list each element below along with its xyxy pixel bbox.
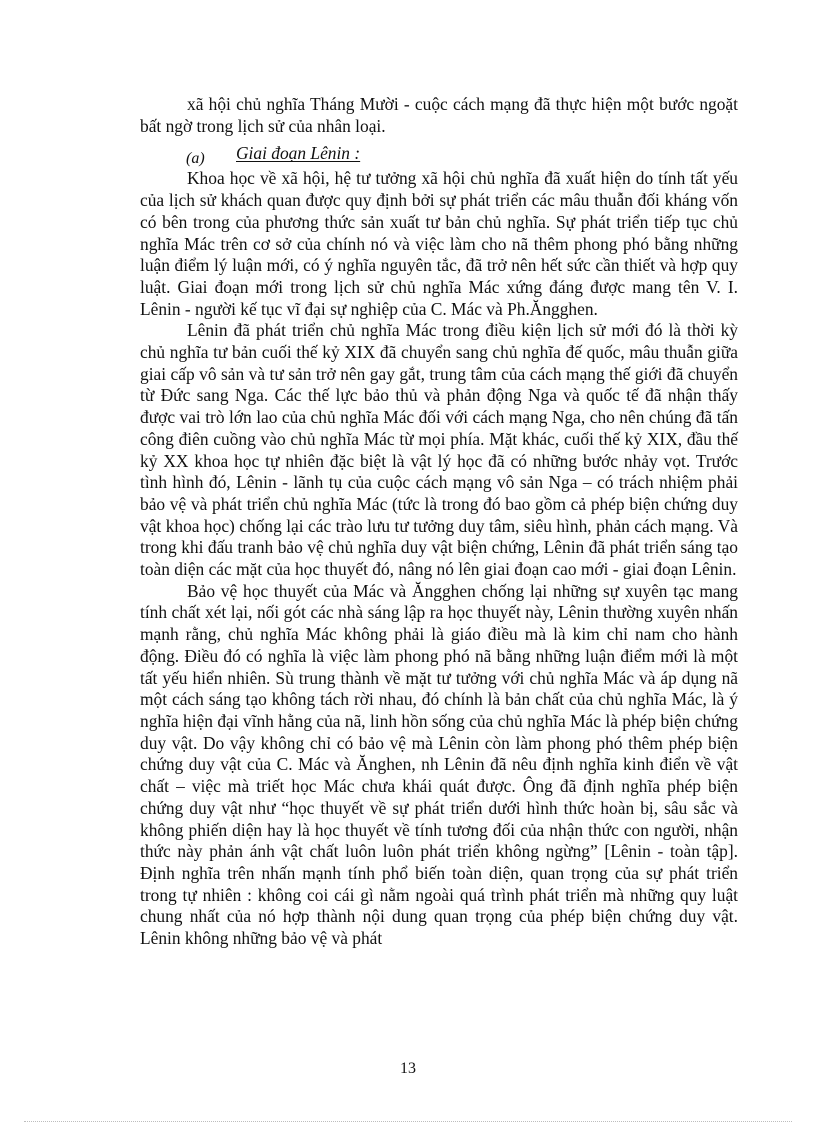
body-text (140, 94, 738, 950)
section-title: Giai đoạn Lênin : (236, 143, 361, 164)
paragraph-1: Khoa học về xã hội, hệ tư tưởng xã hội chủ nghĩa đã xuất hiện do tính tất yếu của lịch sử khách quan được quy định bởi sự phát triển các mâu thuẫn đối kháng vốn có bên trong của phương thức sản xuất tư bản chủ nghĩa. Sự phát triển tiếp tục chủ nghĩa Mác trên cơ sở của chính nó và việc làm cho nã thêm phong phó bằng những luận điểm lý luận mới, có ý nghĩa nguyên tắc, đã trở nên hết sức cần thiết và hợp quy luật. Giai đoạn mới trong lịch sử chủ nghĩa Mác xứng đáng được mang tên V. I. Lênin - người kế tục vĩ đại sự nghiệp của C. Mác và Ph.Ăngghen. (140, 168, 738, 319)
section-heading (140, 143, 738, 168)
section-marker: (a) (186, 150, 205, 168)
page-bottom-divider (24, 1121, 792, 1122)
paragraph-2: Lênin đã phát triển chủ nghĩa Mác trong điều kiện lịch sử mới đó là thời kỳ chủ nghĩa tư bản cuối thế kỷ XIX đã chuyển sang chủ nghĩa đế quốc, mâu thuẫn giữa giai cấp vô sản và tư sản trở nên gay gắt, trung tâm của cách mạng thế giới đã chuyển từ Đức sang Nga. Các thế lực bảo thủ và phản động Nga và quốc tế đã nhận thấy được vai trò lớn lao của chủ nghĩa Mác đối với cách mạng Nga, cho nên chúng đã tấn công điên cuồng vào chủ nghĩa Mác từ mọi phía. Mặt khác, cuối thế kỷ XIX, đầu thế kỷ XX khoa học tự nhiên đặc biệt là vật lý học đã có những bước nhảy vọt. Trước tình hình đó, Lênin - lãnh tụ của cuộc cách mạng vô sản Nga – có trách nhiệm phải bảo vệ và phát triển chủ nghĩa Mác (tức là trong đó bao gồm cả phép biện chứng duy vật khoa học) chống lại các trào lưu tư tưởng duy tâm, siêu hình, phản cách mạng. Và trong khi đấu tranh bảo vệ chủ nghĩa duy vật biện chứng, Lênin đã phát triển sáng tạo toàn diện các mặt của học thuyết đó, nâng nó lên giai đoạn cao mới - giai đoạn Lênin. (140, 320, 738, 580)
continuation-paragraph: xã hội chủ nghĩa Tháng Mười - cuộc cách mạng đã thực hiện một bước ngoặt bất ngờ trong lịch sử của nhân loại. (140, 94, 738, 136)
paragraph-3: Bảo vệ học thuyết của Mác và Ăngghen chống lại những sự xuyên tạc mang tính chất xét lại, nối gót các nhà sáng lập ra học thuyết này, Lênin thường xuyên nhấn mạnh rằng, chủ nghĩa Mác không phải là giáo điều mà là kim chỉ nam cho hành động. Điều đó có nghĩa là việc làm phong phó nã bằng những luận điểm mới là một tất yếu hiển nhiên. Sù trung thành về mặt tư tưởng với chủ nghĩa Mác và áp dụng nã một cách sáng tạo không tách rời nhau, đó chính là bản chất của chủ nghĩa Mác, là ý nghĩa hiện đại vĩnh hằng của nã, linh hồn sống của chủ nghĩa Mác là phép biện chứng duy vật. Do vậy không chỉ có bảo vệ mà Lênin còn làm phong phó thêm phép biện chứng duy vật của C. Mác và Ănghen, nh Lênin đã nêu định nghĩa kinh điển về vật chất – việc mà triết học Mác chưa khái quát được. Ông đã định nghĩa phép biện chứng duy vật như “học thuyết về sự phát triển dưới hình thức hoàn bị, sâu sắc và không phiến diện hay là học thuyết về tính tương đối của nhận thức con người, nhận thức này phản ánh vật chất luôn luôn phát triển không ngừng” [Lênin - toàn tập]. Định nghĩa trên nhấn mạnh tính phổ biến toàn diện, quan trọng của sự phát triển trong tự nhiên : không coi cái gì nằm ngoài quá trình phát triển mà những quy luật chung nhất của nó hợp thành nội dung quan trọng của phép biện chứng duy vật. Lênin không những bảo vệ và phát (140, 580, 738, 949)
page-number: 13 (400, 1060, 416, 1077)
